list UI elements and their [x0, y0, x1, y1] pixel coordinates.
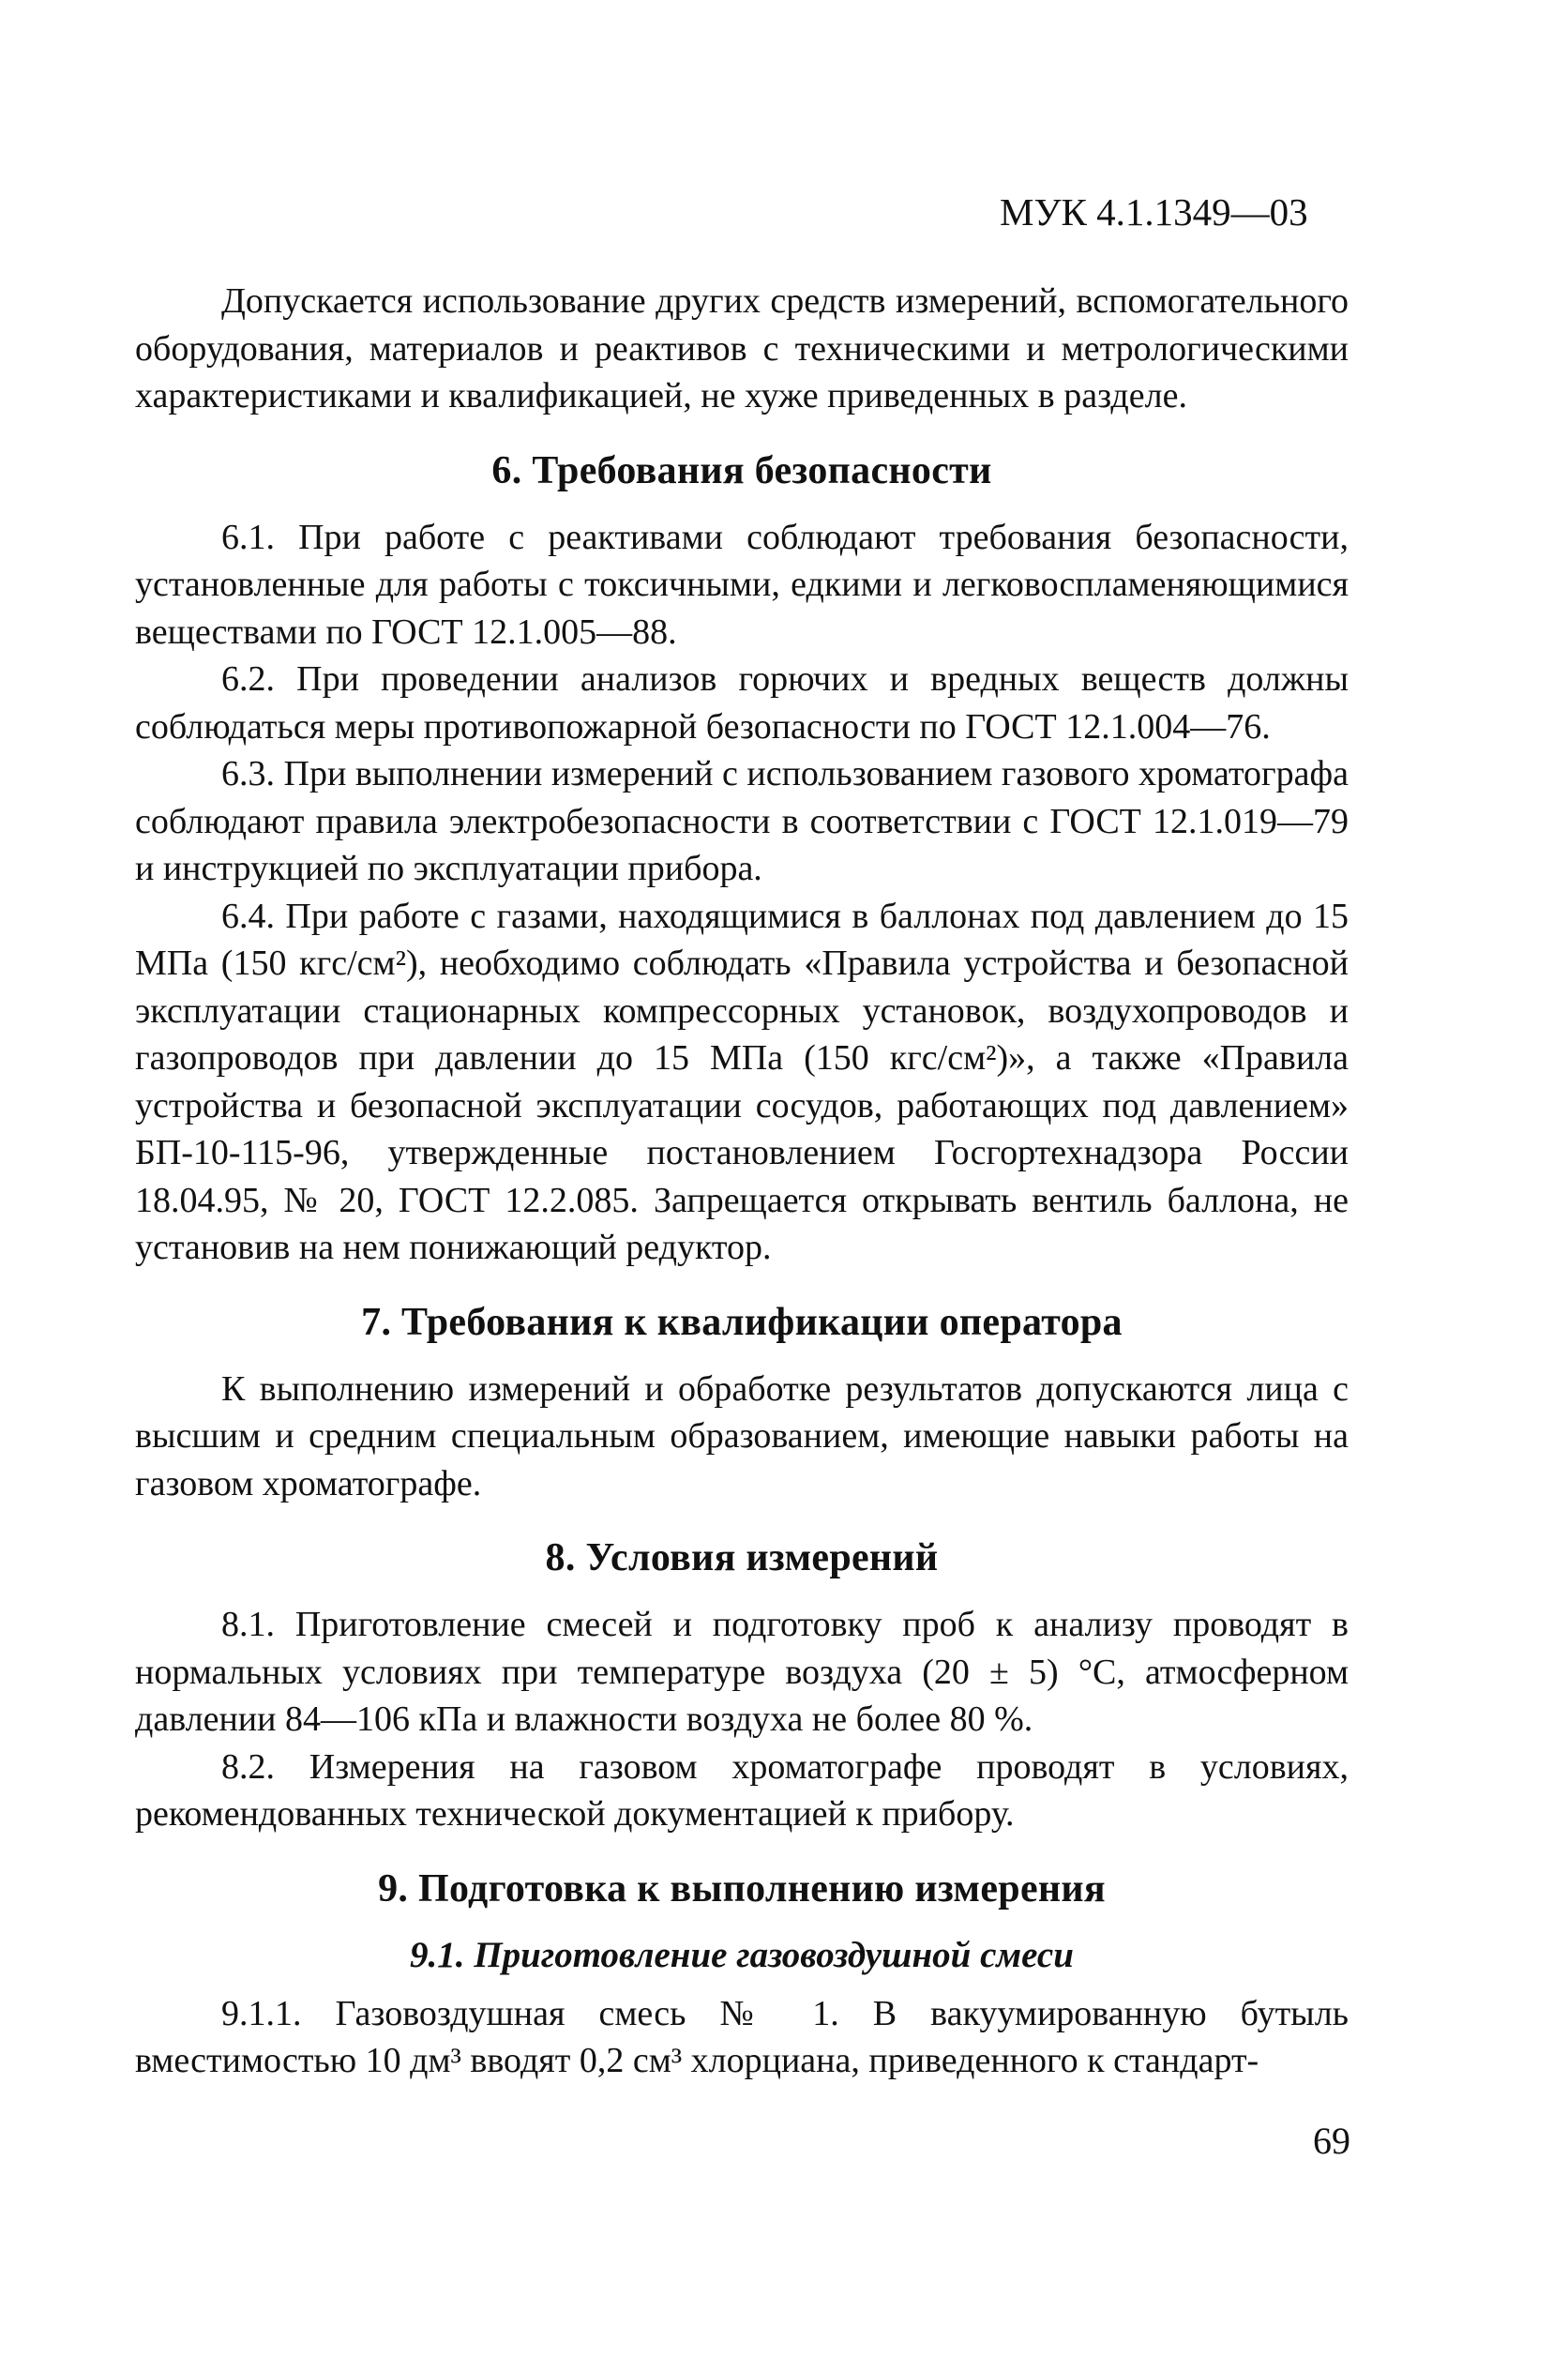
paragraph-6-1: 6.1. При работе с реактивами соблюдают требования безопасности, установленные для работы с токсичными, едкими и легковоспламеняющимися веществами по ГОСТ 12.1.005—88. — [135, 517, 1349, 652]
section-6-heading: 6. Требования безопасности — [491, 448, 992, 492]
section-7-heading: 7. Требования к квалификации оператора — [361, 1300, 1123, 1344]
paragraph-8-1: 8.1. Приготовление смесей и подготовку проб к анализу проводят в нормальных условиях при температуре воздуха (20 ± 5) °С, атмосферном давлении 84—106 кПа и влажности воздуха не более 80 %. — [135, 1605, 1349, 1739]
paragraph-6-3: 6.3. При выполнении измерений с использованием газового хроматографа соблюдают правила электробезопасности в соответствии с ГОСТ 12.1.019—79 и инструкцией по эксплуатации прибора. — [135, 754, 1349, 888]
paragraph-6-4: 6.4. При работе с газами, находящимися в баллонах под давлением до 15 МПа (150 кгс/см²), необходимо соблюдать «Правила устройства и безопасной эксплуатации стационарных компрессорных установок, воздухопроводов и газопроводов при давлении до 15 МПа (150 кгс/см²)», а также «Правила устройства и безопасной эксплуатации сосудов, работающих под давлением» БП-10-115-96, утвержденные постановлением Госгортехнадзора России 18.04.95, № 20, ГОСТ 12.2.085. Запрещается открывать вентиль баллона, не установив на нем понижающий редуктор. — [135, 896, 1349, 1267]
page-number: 69 — [1313, 2120, 1350, 2162]
intro-paragraph: Допускается использование других средств измерений, вспомогательного оборудования, материалов и реактивов с техническими и метрологическими характеристиками и квалификацией, не хуже приведенных в разделе. — [135, 281, 1349, 415]
document-body — [135, 278, 1349, 2085]
paragraph-6-2: 6.2. При проведении анализов горючих и вредных веществ должны соблюдаться меры противопожарной безопасности по ГОСТ 12.1.004—76. — [135, 659, 1349, 747]
paragraph-9-1-1: 9.1.1. Газовоздушная смесь № 1. В вакуумированную бутыль вместимостью 10 дм³ вводят 0,2 см³ хлорциана, приведенного к стандарт- — [135, 1993, 1349, 2080]
section-9-heading: 9. Подготовка к выполнению измерения — [378, 1866, 1106, 1910]
subsection-9-1-heading: 9.1. Приготовление газовоздушной смеси — [410, 1934, 1074, 1975]
section-8-heading: 8. Условия измерений — [545, 1536, 939, 1579]
paragraph-8-2: 8.2. Измерения на газовом хроматографе проводят в условиях, рекомендованных технической документацией к прибору. — [135, 1746, 1349, 1834]
paragraph-7-1: К выполнению измерений и обработке результатов допускаются лица с высшим и средним специальным образованием, имеющие навыки работы на газовом хроматографе. — [135, 1368, 1349, 1503]
document-code-header: МУК 4.1.1349—03 — [1000, 190, 1308, 234]
